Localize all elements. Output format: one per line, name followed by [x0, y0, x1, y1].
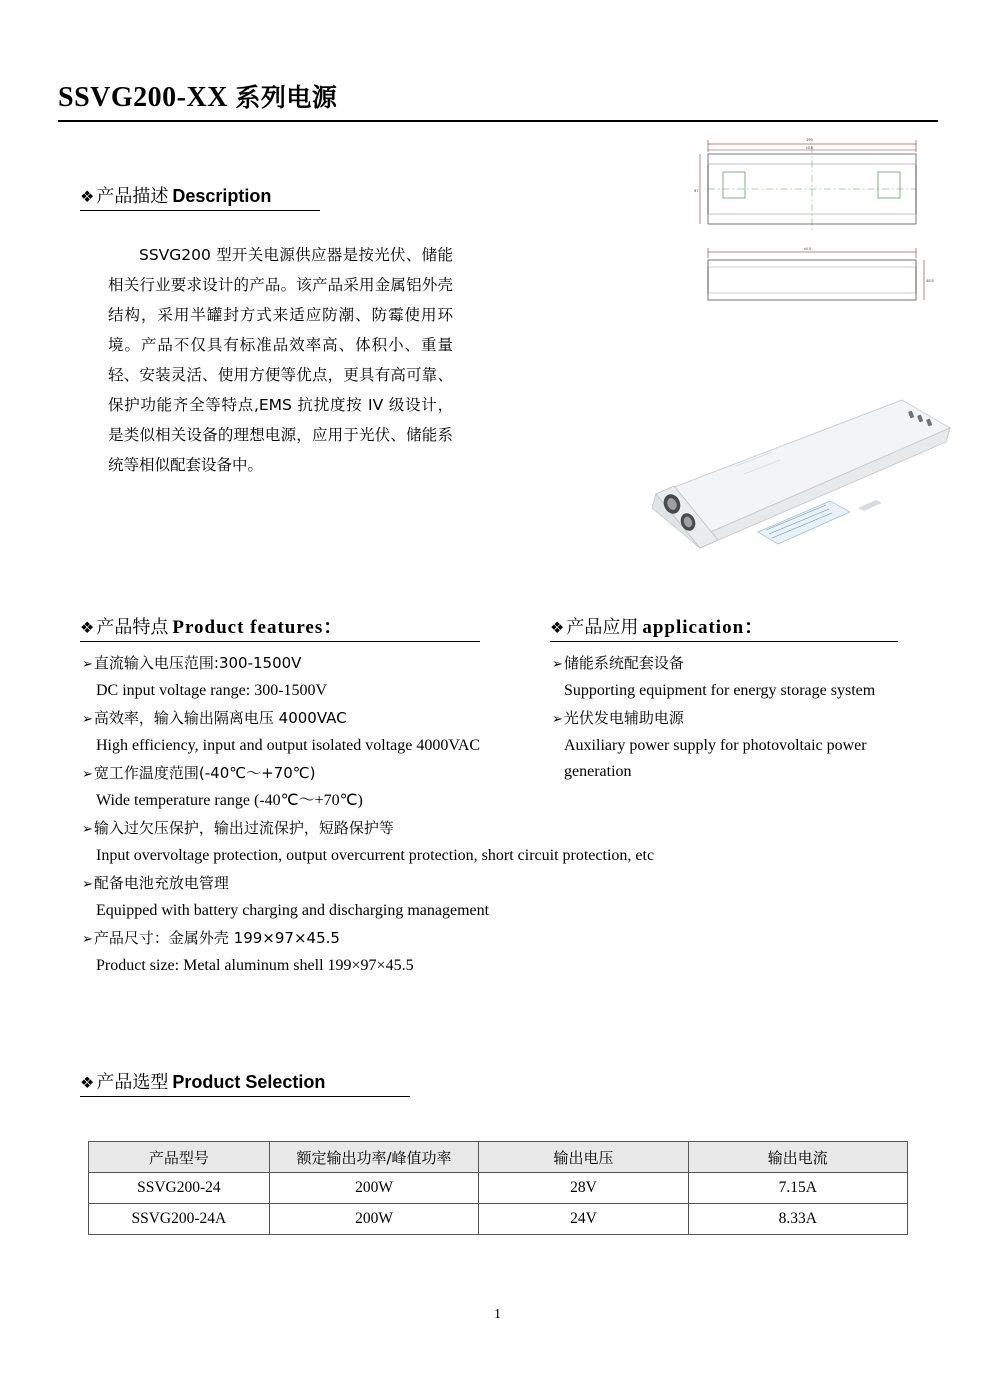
application-list — [552, 650, 912, 786]
section-heading-features-en: Product features： — [172, 617, 344, 638]
table-header-row — [89, 1142, 908, 1173]
feature-en: Product size: Metal aluminum shell 199×97×45.5 — [96, 957, 414, 974]
section-heading-selection-en: Product Selection — [172, 1072, 326, 1092]
table-header-cell: 输出电压 — [479, 1142, 688, 1173]
product-photo-svg — [640, 382, 960, 577]
bullet-arrow-icon: ➢ — [82, 877, 93, 892]
description-paragraph: SSVG200 型开关电源供应器是按光伏、储能相关行业要求设计的产品。该产品采用金属铝外壳结构，采用半罐封方式来适应防潮、防霉使用环境。产品不仅具有标准品效率高、体积小、重量轻、安装灵活、使用方便等优点，更具有高可靠、保护功能齐全等特点,EMS 抗扰度按 IV 级设计，是类似相关设备的理想电源，应用于光伏、储能系统等相似配套设备中。 — [108, 246, 453, 474]
feature-en: DC input voltage range: 300-1500V — [96, 682, 328, 699]
title-cn: 系列电源 — [235, 83, 338, 112]
feature-cn: 宽工作温度范围(-40℃～+70℃) — [93, 764, 316, 782]
feature-cn: 产品尺寸：金属外壳 199×97×45.5 — [93, 929, 340, 947]
list-item — [82, 815, 655, 869]
list-item — [82, 760, 552, 814]
bullet-arrow-icon: ➢ — [82, 767, 93, 782]
feature-cn: 配备电池充放电管理 — [93, 874, 229, 892]
table-cell: 24V — [479, 1204, 688, 1235]
svg-text:±0.5: ±0.5 — [806, 146, 813, 150]
section-heading-selection — [80, 1068, 410, 1097]
application-en: Supporting equipment for energy storage system — [564, 682, 876, 699]
table-cell: 7.15A — [688, 1173, 907, 1204]
feature-en: Input overvoltage protection, output overcurrent protection, short circuit protection, etc — [96, 847, 655, 864]
feature-cn: 直流输入电压范围:300-1500V — [93, 654, 302, 672]
list-item — [82, 925, 552, 979]
bullet-arrow-icon: ➢ — [82, 822, 93, 837]
page-number: 1 — [494, 1307, 501, 1322]
bullet-arrow-icon: ➢ — [552, 712, 563, 727]
table-header-cell: 产品型号 — [89, 1142, 270, 1173]
product-photo — [640, 382, 960, 577]
feature-en: Equipped with battery charging and discharging management — [96, 902, 490, 919]
diamond-icon: ❖ — [80, 1075, 95, 1092]
product-selection-table — [88, 1141, 908, 1235]
application-cn: 储能系统配套设备 — [563, 654, 684, 672]
bullet-arrow-icon: ➢ — [82, 712, 93, 727]
feature-en: Wide temperature range (-40℃～+70℃) — [96, 792, 363, 809]
application-cn: 光伏发电辅助电源 — [563, 709, 684, 727]
title-model: SSVG200-XX — [58, 82, 228, 113]
list-item — [82, 870, 552, 924]
section-heading-description-en: Description — [172, 186, 272, 206]
section-heading-application-en: application： — [642, 617, 765, 638]
svg-text:45.5: 45.5 — [926, 278, 934, 283]
table-row — [89, 1204, 908, 1235]
table-cell: 200W — [269, 1173, 479, 1204]
table-cell: 8.33A — [688, 1204, 907, 1235]
diamond-icon: ❖ — [550, 620, 565, 637]
page-title — [58, 78, 938, 122]
section-heading-selection-cn: 产品选型 — [96, 1072, 169, 1093]
section-heading-application-cn: 产品应用 — [566, 617, 639, 638]
list-item — [82, 705, 552, 759]
table-cell: 28V — [479, 1173, 688, 1204]
section-heading-description-cn: 产品描述 — [96, 186, 169, 207]
bullet-arrow-icon: ➢ — [82, 657, 93, 672]
diamond-icon: ❖ — [80, 620, 95, 637]
table-cell: SSVG200-24A — [89, 1204, 270, 1235]
application-en: Auxiliary power supply for photovoltaic power generation — [564, 737, 867, 780]
svg-text:199: 199 — [806, 137, 813, 142]
table-cell: SSVG200-24 — [89, 1173, 270, 1204]
list-item — [552, 705, 912, 785]
bullet-arrow-icon: ➢ — [82, 932, 93, 947]
section-heading-description — [80, 182, 320, 211]
feature-cn: 高效率，输入输出隔离电压 4000VAC — [93, 709, 347, 727]
section-heading-features — [80, 612, 480, 642]
section-heading-application — [550, 612, 898, 642]
diamond-icon: ❖ — [80, 189, 95, 206]
list-item — [552, 650, 912, 704]
svg-text:97: 97 — [694, 188, 699, 193]
table-cell: 200W — [269, 1204, 479, 1235]
bullet-arrow-icon: ➢ — [552, 657, 563, 672]
section-heading-features-cn: 产品特点 — [96, 617, 169, 638]
feature-cn: 输入过欠压保护，输出过流保护，短路保护等 — [93, 819, 394, 837]
table-header-cell: 输出电流 — [688, 1142, 907, 1173]
table-header-cell: 额定输出功率/峰值功率 — [269, 1142, 479, 1173]
product-technical-drawing — [690, 132, 940, 362]
feature-en: High efficiency, input and output isolated voltage 4000VAC — [96, 737, 481, 754]
svg-text:±0.5: ±0.5 — [804, 247, 811, 251]
list-item — [82, 650, 552, 704]
technical-drawing-svg — [690, 132, 940, 362]
table-row — [89, 1173, 908, 1204]
